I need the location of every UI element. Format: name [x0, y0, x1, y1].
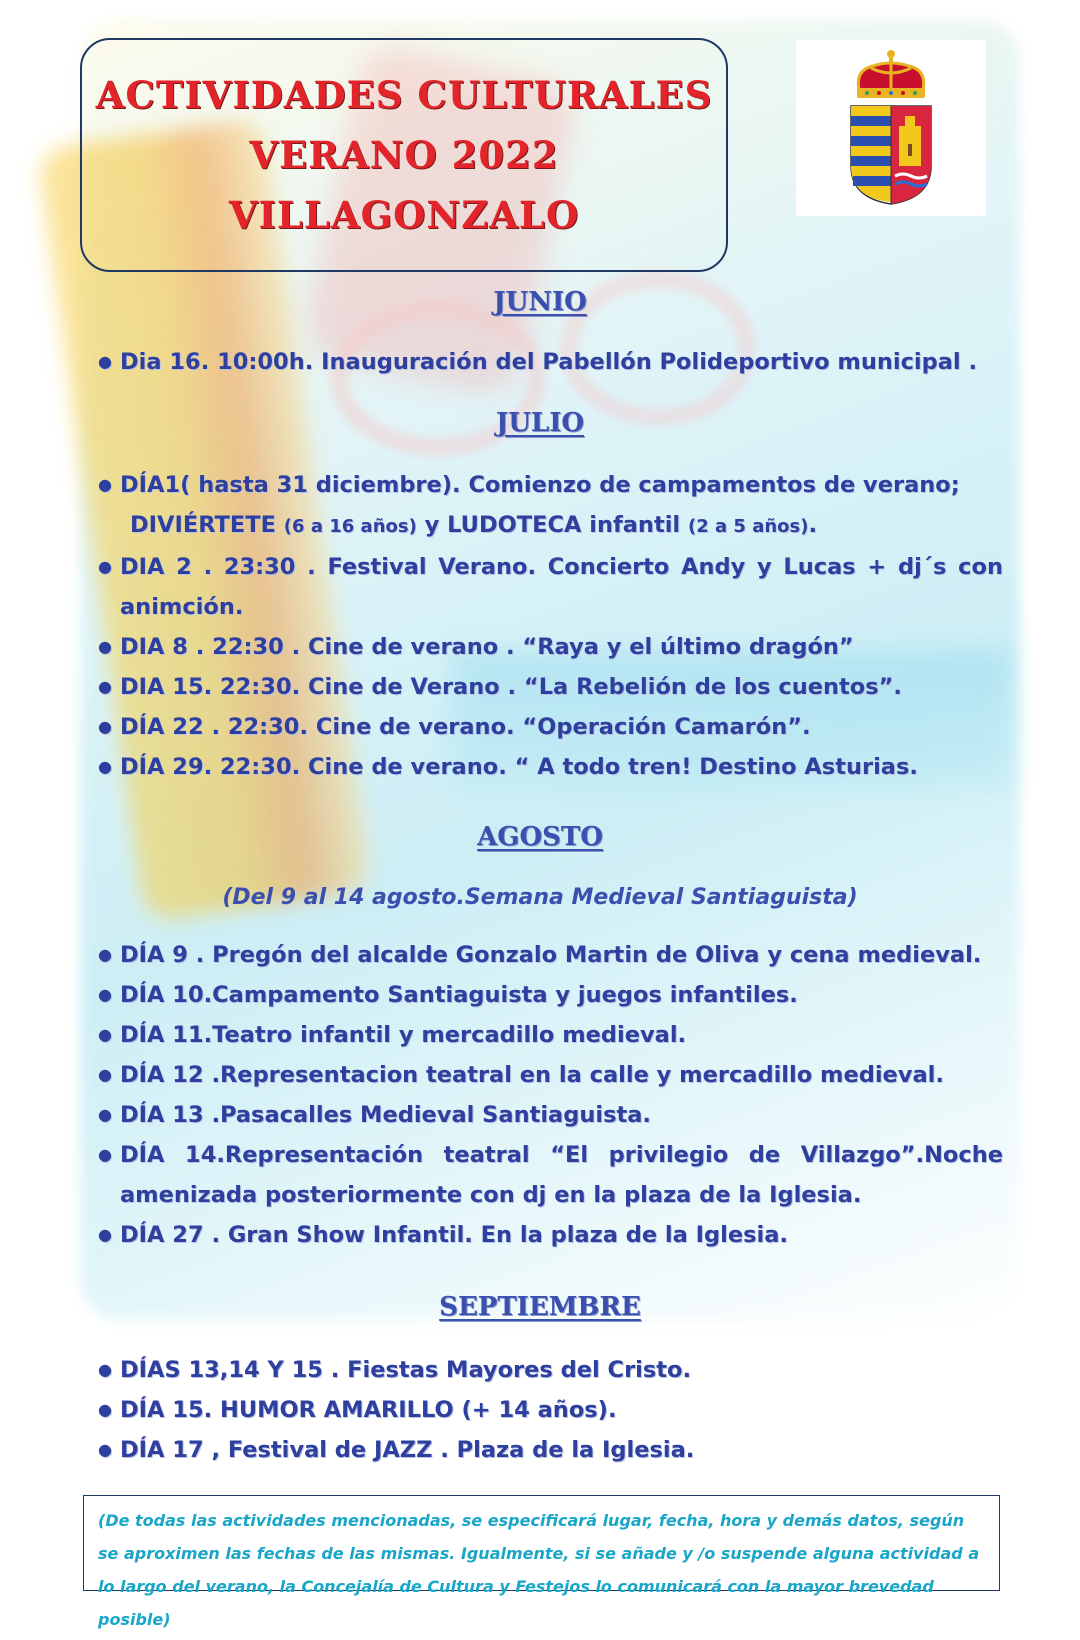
list-item: ● DÍA 14.Representación teatral “El privilegio de Villazgo”.Noche amenizada posteriormente con dj en la plaza de la Iglesia. [98, 1135, 1003, 1215]
list-item: ● DIA 8 . 22:30 . Cine de verano . “Raya y el último dragón” [98, 627, 1003, 667]
list-item: ● DÍA 11.Teatro infantil y mercadillo medieval. [98, 1015, 1003, 1055]
bullet-icon: ● [98, 1025, 112, 1044]
crown-icon [857, 50, 925, 98]
list-item: ● DÍA 15. HUMOR AMARILLO (+ 14 años). [98, 1390, 1003, 1430]
list-item: ● DÍA 12 .Representacion teatral en la calle y mercadillo medieval. [98, 1055, 1003, 1095]
month-heading-junio: JUNIO [493, 287, 587, 317]
bullet-icon: ● [98, 1440, 112, 1459]
month-heading-julio: JULIO [495, 408, 585, 438]
footnote-text: (De todas las actividades mencionadas, se especificará lugar, fecha, hora y demás datos, según se aproximen las fechas de las mismas. Igualmente, si se añade y /o suspende alguna actividad a lo largo del verano, la Concejalía de Cultura y Festejos lo comunicará con la mayor brevedad posible) [98, 1511, 980, 1629]
bullet-icon: ● [98, 637, 112, 656]
coat-of-arms [796, 40, 986, 216]
agosto-list [98, 935, 1003, 1255]
bullet-icon: ● [98, 1360, 112, 1379]
month-heading-septiembre: SEPTIEMBRE [439, 1292, 641, 1322]
bullet-icon: ● [98, 677, 112, 696]
shield-icon [851, 106, 931, 204]
bullet-icon: ● [98, 1145, 112, 1164]
list-item: ● DÍA 29. 22:30. Cine de verano. “ A todo tren! Destino Asturias. [98, 747, 1003, 787]
septiembre-list [98, 1350, 1003, 1470]
agosto-subtitle: (Del 9 al 14 agosto.Semana Medieval Santiaguista) [222, 885, 858, 910]
list-item: ● DÍAS 13,14 Y 15 . Fiestas Mayores del Cristo. [98, 1350, 1003, 1390]
bullet-icon: ● [98, 1225, 112, 1244]
list-item: ● DÍA1( hasta 31 diciembre). Comienzo de campamentos de verano; DIVIÉRTETE (6 a 16 años) y LUDOTECA infantil (2 a 5 años). [98, 465, 1003, 547]
month-heading-agosto: AGOSTO [477, 822, 603, 852]
list-item: ● DÍA 17 , Festival de JAZZ . Plaza de la Iglesia. [98, 1430, 1003, 1470]
julio-list [98, 465, 1003, 787]
list-item: ● DÍA 9 . Pregón del alcalde Gonzalo Martin de Oliva y cena medieval. [98, 935, 1003, 975]
bullet-icon: ● [98, 757, 112, 776]
title-box [80, 38, 728, 272]
bullet-icon: ● [98, 985, 112, 1004]
bullet-icon: ● [98, 475, 112, 494]
list-item: ● DÍA 13 .Pasacalles Medieval Santiaguista. [98, 1095, 1003, 1135]
list-item: ● DÍA 27 . Gran Show Infantil. En la plaza de la Iglesia. [98, 1215, 1003, 1255]
list-item: ● DIA 15. 22:30. Cine de Verano . “La Rebelión de los cuentos”. [98, 667, 1003, 707]
title-line-3: VILLAGONZALO [228, 193, 580, 237]
list-item: ● DÍA 10.Campamento Santiaguista y juegos infantiles. [98, 975, 1003, 1015]
bullet-icon: ● [98, 352, 112, 371]
list-item: ● DIA 2 . 23:30 . Festival Verano. Concierto Andy y Lucas + dj´s con animción. [98, 547, 1003, 627]
bullet-icon: ● [98, 717, 112, 736]
coat-of-arms-icon [841, 48, 941, 208]
title-line-1: ACTIVIDADES CULTURALES [95, 73, 713, 117]
bullet-icon: ● [98, 557, 112, 576]
bullet-icon: ● [98, 1400, 112, 1419]
bullet-icon: ● [98, 1105, 112, 1124]
bullet-icon: ● [98, 1065, 112, 1084]
footnote-box [83, 1495, 1000, 1629]
list-item: ● DÍA 22 . 22:30. Cine de verano. “Operación Camarón”. [98, 707, 1003, 747]
junio-list [98, 342, 1003, 382]
title-line-2: VERANO 2022 [249, 133, 559, 177]
bullet-icon: ● [98, 945, 112, 964]
list-item: ● Dia 16. 10:00h. Inauguración del Pabellón Polideportivo municipal . [98, 342, 1003, 382]
